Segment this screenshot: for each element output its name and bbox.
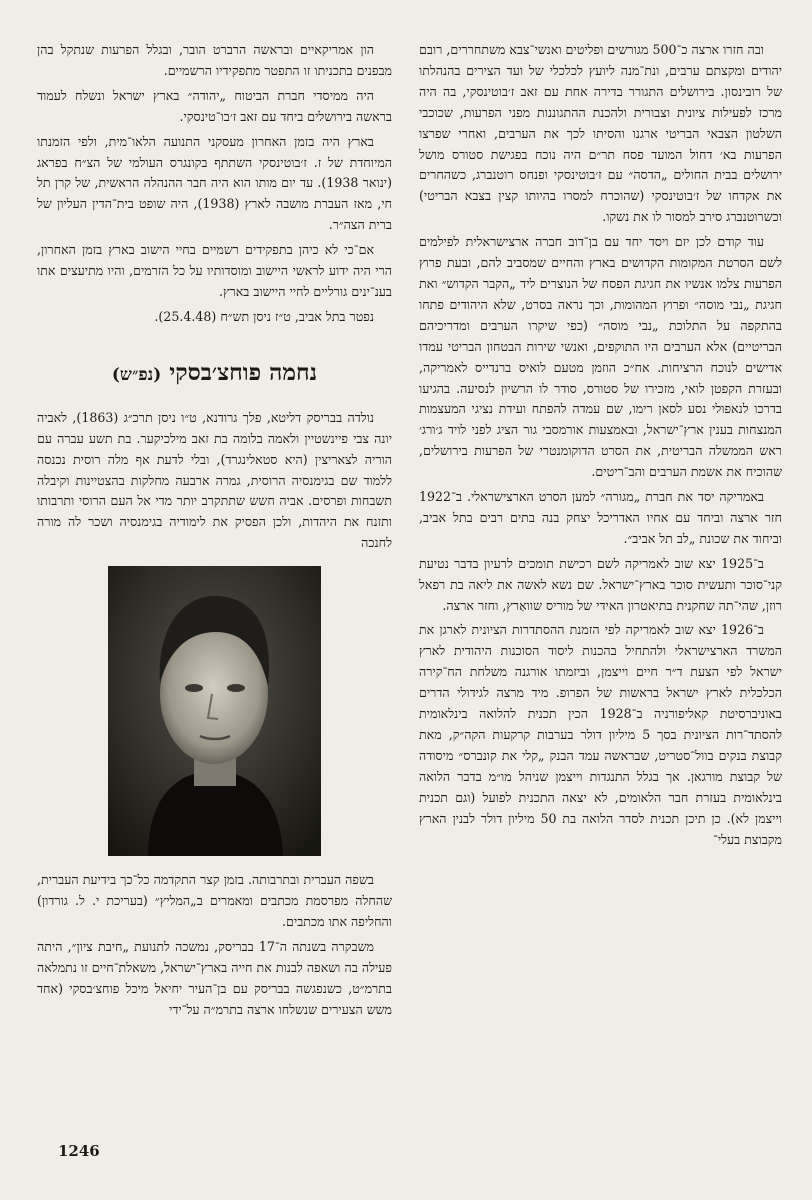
- paragraph: בארץ היה בזמן האחרון מעסקני התנועה הלאו־מית, ולפי הזמנתו המיוחדת של ז. ז׳בוטינסקי השתתף בקונגרס העולמי של הצ״ח בפראג (ינואר 1938). עד יום מותו הוא היה חבר ההנהלה הראשית, של קרן תל חי, מאז העברת מושבה לארץ (1938), היה שופט בית־הדין העליון של ברית הצה״ר.: [37, 133, 393, 233]
- paragraph: היה ממיסדי חברת הביטוח „יהודה״ בארץ ישראל ונשלח לעמוד בראשה בירושלים ביחד עם זאב ז׳בו־טינסקי.: [37, 87, 392, 124]
- paragraph: ב־1926 יצא שוב לאמריקה לפי הזמנת ההסתדרות הציונית לארגן את המשרד הארצישראלי ולהתחיל בהכנות ליסוד הסוכנות היהודית לארץ ישראל לפי הצעת ד״ר חיים וייצמן, וביזמתו אורגנה משלחת הח־קירה הכלכלית לארץ ישראל בראשות של הפרופ. מיד מרצה לגידולי הדרים באוניברסיטת קאליפורניה ב־1928 הכין תכנית להלואה בינלאומית להסתד־רות הציונית בסך 5 מיליון דולר בערבות קרקעות הקה״ק, מאת קבוצת בנקים בוול־סטריט, שבראשה עמד הבנק „קלי את קונברס״ מיסודה של קבוצת מורגאן. אך בגלל התנגדות וייצמן שניהל מו״מ בדבר הלואה בינלאומית בעזרת חבר הלאומים, לא יצאה התכנית לפועל (וגם תכנית וייצמן לא). כן תיכן תכנית לסדר הלואה בת 50 מיליון דולר לבנין הארץ מקבוצת בעלי־: [419, 622, 782, 847]
- paragraph: באמריקה יסד את חברת „מגורה״ למען הסרט הארצישראלי. ב־1922 חזר ארצה וביחד עם אחיו האדריכל יצחק בנה בתים רבים בתל אביב, וביחוד את שכונת „לב תל אביב״.: [419, 489, 782, 546]
- paragraph: ב־1925 יצא שוב לאמריקה לשם רכישת תומכים לרעיון בדבר נטיעת קני־סוכר ותעשית סוכר בארץ־ישראל. שם נשא לאשה את ליאה בת רפאל רוזן, שהי־תה שחקנית בתיאטרון האידי של מוריס שוואַרץ, וחזר ארצה.: [419, 555, 782, 613]
- paragraph: נולדה בבריסק דליטא, פלך גרודנא, ט״ו ניסן תרכ״ג (1863), לאביה יונה צבי פיינשטיין ולאמה בלומה בת זאב מילכיקער. בת תשע עברה עם הוריה לצאריצין (היא סטאלינגרד), ובלי לדעת אף מלה רוסית נכנסה ללמוד שם בגימנסיה הרוסית, גמרה ארבעה מחלקות בהצטיינות וקיבלה תשבחות ופרסים. אביה חשש שתתקרב יותר מדי אל העם הרוסי ותרבותו ותזנח את היהדות, ולכן הפסיק את לימודיה בגימנסיה ושכר לה מורה לחנכה: [37, 409, 392, 551]
- portrait-photo: [108, 566, 321, 856]
- right-column: [419, 40, 782, 850]
- paragraph: משבקרה בשנתה ה־17 בבריסק, נמשכה לתנועת „חיבת ציון״, היתה פעילה בה ושאפה לבנות את חייה בארץ־ישראל, משאלת־חיים זו נתמלאה בתרמ״ט, כשנפגשה בבריסק עם בן־העיר יחיאל מיכל פוחצ׳בסקי (אחד משש הצעירים שנשלחו ארצה בתרמ״ה על־ידי: [37, 938, 392, 1017]
- paragraph: נפטר בתל אביב, ט״ז ניסן תש״ח (25.4.48).: [154, 308, 374, 324]
- paragraph: בשפה העברית ובתרבותה. בזמן קצר התקדמה כל־כך בידיעת העברית, שהחלה מפרסמת מכתבים ומאמרים ב„המליץ״ (בעריכת י. ל. גורדון) והחליפה אתו מכתבים.: [37, 872, 392, 929]
- entry-years: (נפ״ש): [111, 364, 162, 385]
- left-column: [37, 40, 392, 1020]
- entry-heading: [37, 358, 392, 390]
- portrait-image: [108, 566, 321, 856]
- paragraph: ובה חזרו ארצה כ־500 מגורשים ופליטים ואנשי־צבא משתחררים, רובם יהודים ומקצתם ערבים, ונת־מנה ליועץ לכלכלי של ועד הצירים בהנהלתו של רובינסון. בירושלים התגורר בדירה אחת עם זאב ז׳בוטינסקי, בה היה מרכז לפעילות ציונית וצבורית ולהכנת ההתגוננות מפני הפרעות, שכוכבי השלטון הצבאי הבריטי ארגנו והסיתו לכך את הערבים, ואחרי שפרצו הפרעות בא׳ דחול המועד פסח תר״ם היה נוכח בפגישת סטורס מושל ירושלים בבית החולים „הדסה״ עם ז׳בוטינסקי ופנחס רוטנברג, כשהחרים את אקדחו של ז׳בוטינסקי (שהוכרח למסרו בהיותו קצין בצבא הבריטי) וכשרוטנברג סירב למסור לו את נשקו.: [419, 42, 782, 225]
- paragraph: אם־כי לא כיהן בתפקידים רשמיים בחיי הישוב בארץ בזמן האחרון, הרי היה ידוע לראשי היישוב ומוסדותיו על כל הזרמים, והיו מתיעצים אתו בענ־ינים גורליים לחיי היישוב בארץ.: [37, 242, 392, 299]
- paragraph: הון אמריקאיים ובראשה הרברט הובר, ובגלל הפרעות שנתקל בהן מבפנים בתכניתו זו התפטר מתפקידיו הרשמיים.: [37, 42, 392, 78]
- paragraph: עוד קודם לכן יזם ויסד יחד עם בן־דוב חברה ארצישראלית לפילמים לשם הסרטת המקומות הקדושים בארץ והחיים שמסביב להם, ובעת פרוץ הפרעות צלמו אנשיו את חגיגת הפסח של הנוצרים ליד „הקבר הקדוש״ ואת חגיגת „נבי מוסה״ ופרוץ המהומות, וכך נראה בסרט, שלא היהודים פתחו בהתקפה על התלוכת „נבי מוסה״ (כפי שיקרו הערבים ומדריכיהם הבריטיים) אלא הערבים היו התוקפים, ואנשי שירות הבטחון הבריטי עמדו אדישים לנוכח הרציחות. אח״כ הוזמן מטעם לואיס ברנדייס לאמריקה, ובעזרת הקפטן לואי, מזכירו של סטורס, סודר לו הרשיון לנסיעה. בהגיעו בדרכו לנאפולי נסע לסאן רימו, שם עמדה להפתח ועידת נציגי המעצמות המנצחות בענין ארץ־ישראל, ובאמצעות אורמסבי גור הציג לפני לויד ג׳ורג׳ ראש הממשלה הבריטית, את הסרט הדוקומנטרי של הפרעות בירושלים, שהוכיח את אשמת הערבים והב־ריטים.: [419, 234, 782, 480]
- entry-name: נחמה פוחצ׳בסקי: [169, 358, 318, 386]
- page-number: 1246: [58, 1142, 100, 1160]
